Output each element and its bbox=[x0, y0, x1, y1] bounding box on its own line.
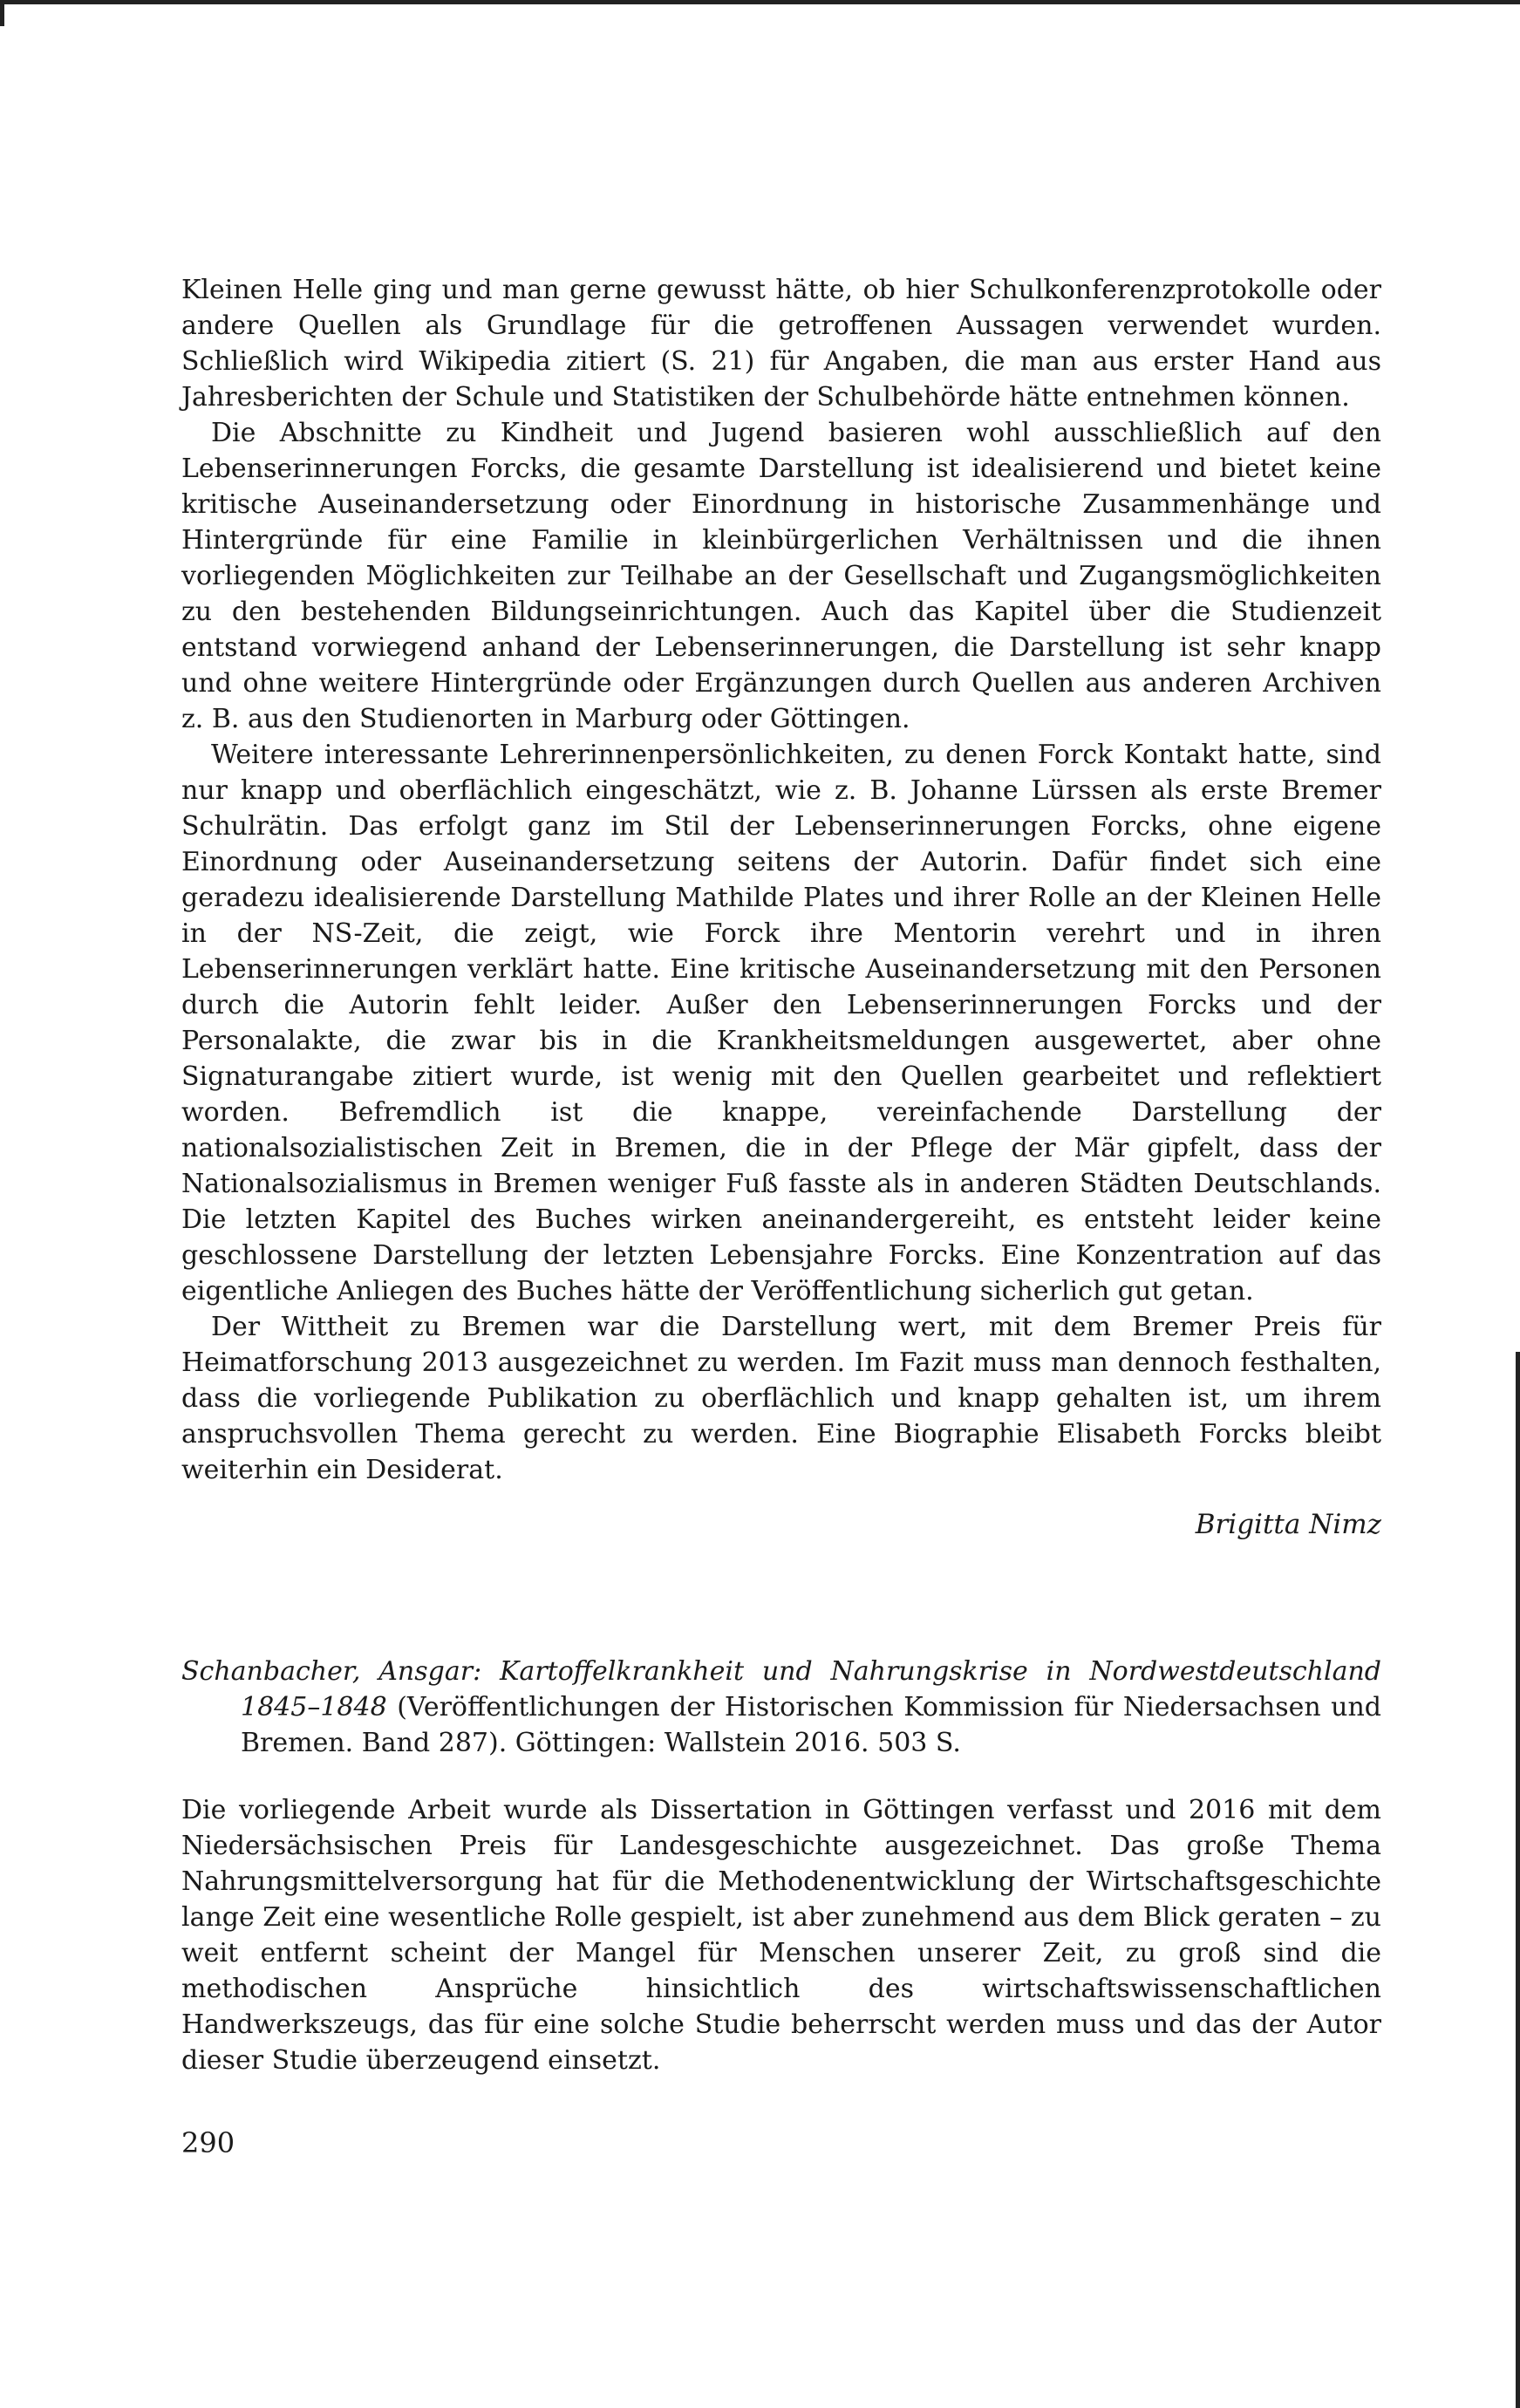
citation-author: Schanbacher, Ansgar: bbox=[181, 1656, 482, 1687]
paragraph: Weitere interessante Lehrerinnenpersönlichkeiten, zu denen Forck Kontakt hatte, sind nur knapp und oberflächlich eingeschätzt, wie z. B. Johanne Lürssen als erste Bremer Schulrätin. Das erfolgt ganz im Stil der Lebenserinnerungen Forcks, ohne eigene Einordnung oder Auseinandersetzung seitens der Autorin. Dafür findet sich eine geradezu idealisierende Darstellung Mathilde Plates und ihrer Rolle an der Kleinen Helle in der NS-Zeit, die zeigt, wie Forck ihre Mentorin verehrt und in ihren Lebenserinnerungen verklärt hatte. Eine kritische Auseinandersetzung mit den Personen durch die Autorin fehlt leider. Außer den Lebenserinnerungen Forcks und der Personalakte, die zwar bis in die Krankheitsmeldungen ausgewertet, aber ohne Signaturangabe zitiert wurde, ist wenig mit den Quellen gearbeitet und reflektiert worden. Befremdlich ist die knappe, vereinfachende Darstellung der nationalsozialistischen Zeit in Bremen, die in der Pflege der Mär gipfelt, dass der Nationalsozialismus in Bremen weniger Fuß fasste als in anderen Städten Deutschlands. Die letzten Kapitel des Buches wirken aneinandergereiht, es entsteht leider keine geschlossene Darstellung der letzten Lebensjahre Forcks. Eine Konzentration auf das eigentliche Anliegen des Buches hätte der Veröffentlichung sicherlich gut getan. bbox=[181, 740, 1381, 1306]
reviewer-signature: Brigitta Nimz bbox=[1195, 1509, 1381, 1540]
scan-edge-left bbox=[0, 0, 4, 26]
book-citation bbox=[181, 1654, 1381, 1761]
paragraph: Der Wittheit zu Bremen war die Darstellung wert, mit dem Bremer Preis für Heimatforschung 2013 ausgezeichnet zu werden. Im Fazit muss man dennoch festhalten, dass die vorliegende Publikation zu oberflächlich und knapp gehalten ist, um ihrem anspruchsvollen Thema gerecht zu werden. Eine Biographie Elisabeth Forcks bleibt weiterhin ein Desiderat. bbox=[181, 1312, 1381, 1485]
citation-text bbox=[181, 1654, 1381, 1761]
citation-title: Kartoffelkrankheit und Nahrungskrise in Nordwestdeutschland 1845–1848 bbox=[241, 1656, 1381, 1722]
review-body bbox=[181, 1792, 1381, 2078]
scan-edge-right bbox=[1516, 1352, 1520, 2408]
scan-edge-top bbox=[0, 0, 1520, 4]
page-number: 290 bbox=[181, 2126, 235, 2159]
paragraph: Die Abschnitte zu Kindheit und Jugend basieren wohl ausschließlich auf den Lebenserinnerungen Forcks, die gesamte Darstellung ist idealisierend und bietet keine kritische Auseinandersetzung oder Einordnung in historische Zusammenhänge und Hintergründe für eine Familie in kleinbürgerlichen Verhältnissen und die ihnen vorliegenden Möglichkeiten zur Teilhabe an der Gesellschaft und Zugangsmöglichkeiten zu den bestehenden Bildungseinrichtungen. Auch das Kapitel über die Studienzeit entstand vorwiegend anhand der Lebenserinnerungen, die Darstellung ist sehr knapp und ohne weitere Hintergründe oder Ergänzungen durch Quellen aus anderen Archiven z. B. aus den Studienorten in Marburg oder Göttingen. bbox=[181, 418, 1381, 734]
paragraph: Die vorliegende Arbeit wurde als Dissertation in Göttingen verfasst und 2016 mit dem Niedersächsischen Preis für Landesgeschichte ausgezeichnet. Das große Thema Nahrungsmittelversorgung hat für die Methodenentwicklung der Wirtschaftsgeschichte lange Zeit eine wesentliche Rolle gespielt, ist aber zunehmend aus dem Blick geraten – zu weit entfernt scheint der Mangel für Menschen unserer Zeit, zu groß sind die methodischen Ansprüche hinsichtlich des wirtschaftswissenschaftlichen Handwerkszeugs, das für eine solche Studie beherrscht werden muss und das der Autor dieser Studie überzeugend einsetzt. bbox=[181, 1795, 1381, 2076]
paragraph: Kleinen Helle ging und man gerne gewusst hätte, ob hier Schulkonferenzprotokolle oder andere Quellen als Grundlage für die getroffenen Aussagen verwendet wurden. Schließlich wird Wikipedia zitiert (S. 21) für Angaben, die man aus erster Hand aus Jahresberichten der Schule und Statistiken der Schulbehörde hätte entnehmen können. bbox=[181, 275, 1381, 413]
citation-details: (Veröffentlichungen der Historischen Kommission für Niedersachsen und Bremen. Band 287). Göttingen: Wallstein 2016. 503 S. bbox=[241, 1692, 1381, 1758]
review-continuation bbox=[181, 272, 1381, 1488]
